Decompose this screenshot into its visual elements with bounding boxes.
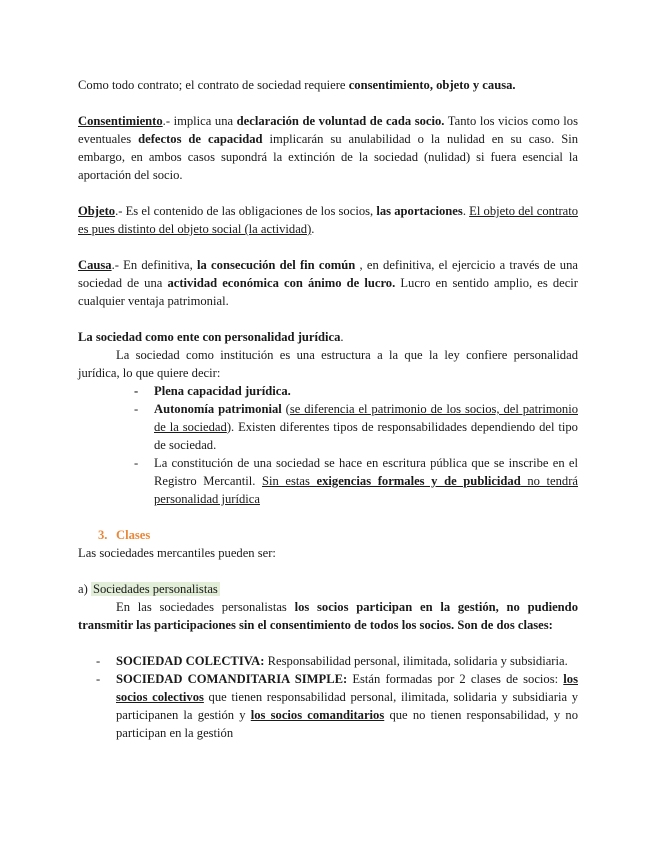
personalidad-heading: La sociedad como ente con personalidad jurídica. (78, 330, 344, 344)
personalidad-intro: La sociedad como institución es una estructura a la que la ley confiere personalidad jurídica, lo que quiere decir: (78, 348, 578, 380)
clases-list (78, 652, 578, 742)
bullet-marker: - (96, 654, 101, 668)
bullet-marker: - (134, 402, 139, 416)
list-item: - Plena capacidad jurídica. (134, 384, 291, 398)
subheading-personalistas: a) Sociedades personalistas (78, 582, 218, 596)
section-heading-clases: 3. Clases (98, 528, 151, 542)
spacer (78, 238, 578, 256)
bullet-marker: - (134, 456, 139, 470)
objeto-paragraph: Objeto.- Es el contenido de las obligaciones de los socios, las aportaciones. El objeto del contrato es pues distinto del objeto social (la actividad). (78, 204, 579, 236)
consentimiento-term: Consentimiento (78, 114, 163, 128)
personalistas-desc: En las sociedades personalistas los socios participan en la gestión, no pudiendo transmitir las participaciones sin el consentimiento de todos los socios. Son de dos clases: (78, 600, 578, 632)
spacer (78, 562, 578, 580)
list-item: - Autonomía patrimonial (se diferencia el patrimonio de los socios, del patrimonio de la sociedad). Existen diferentes tipos de responsabilidades dependiendo del tipo de sociedad. (134, 402, 579, 452)
spacer (78, 634, 578, 652)
list-item: - La constitución de una sociedad se hace en escritura pública que se inscribe en el Registro Mercantil. Sin estas exigencias formales y de publicidad no tendrá personalidad jurídica (134, 456, 579, 506)
spacer (78, 508, 578, 526)
objeto-term: Objeto (78, 204, 116, 218)
document-body (78, 76, 578, 742)
clases-intro: Las sociedades mercantiles pueden ser: (78, 546, 276, 560)
spacer (78, 310, 578, 328)
list-item: - SOCIEDAD COLECTIVA: Responsabilidad personal, ilimitada, solidaria y subsidiaria. (96, 654, 568, 668)
personalidad-list (78, 382, 578, 508)
intro-text: Como todo contrato; el contrato de sociedad requiere (78, 78, 349, 92)
causa-paragraph: Causa.- En definitiva, la consecución del fin común , en definitiva, el ejercicio a través de una sociedad de una actividad económica con ánimo de lucro. Lucro en sentido amplio, es decir cualquier ventaja patrimonial. (78, 258, 578, 308)
spacer (78, 94, 578, 112)
bullet-marker: - (96, 672, 101, 686)
bullet-marker: - (134, 384, 139, 398)
intro-paragraph (78, 76, 578, 94)
list-item: - SOCIEDAD COMANDITARIA SIMPLE: Están formadas por 2 clases de socios: los socios colectivos que tienen responsabilidad personal, ilimitada, solidaria y subsidiaria y participanen la gestión y los socios comanditarios que no tienen responsabilidad, y no participan en la gestión (96, 672, 578, 740)
intro-bold: consentimiento, objeto y causa. (348, 78, 516, 92)
spacer (78, 184, 578, 202)
consentimiento-paragraph: Consentimiento.- implica una declaración de voluntad de cada socio. Tanto los vicios como los eventuales defectos de capacidad implicarán su anulabilidad o la nulidad en su caso. Sin embargo, en ambos casos supondrá la extinción de la sociedad (nulidad) si fuera esencial la aportación del socio. (78, 114, 578, 182)
causa-term: Causa (78, 258, 112, 272)
